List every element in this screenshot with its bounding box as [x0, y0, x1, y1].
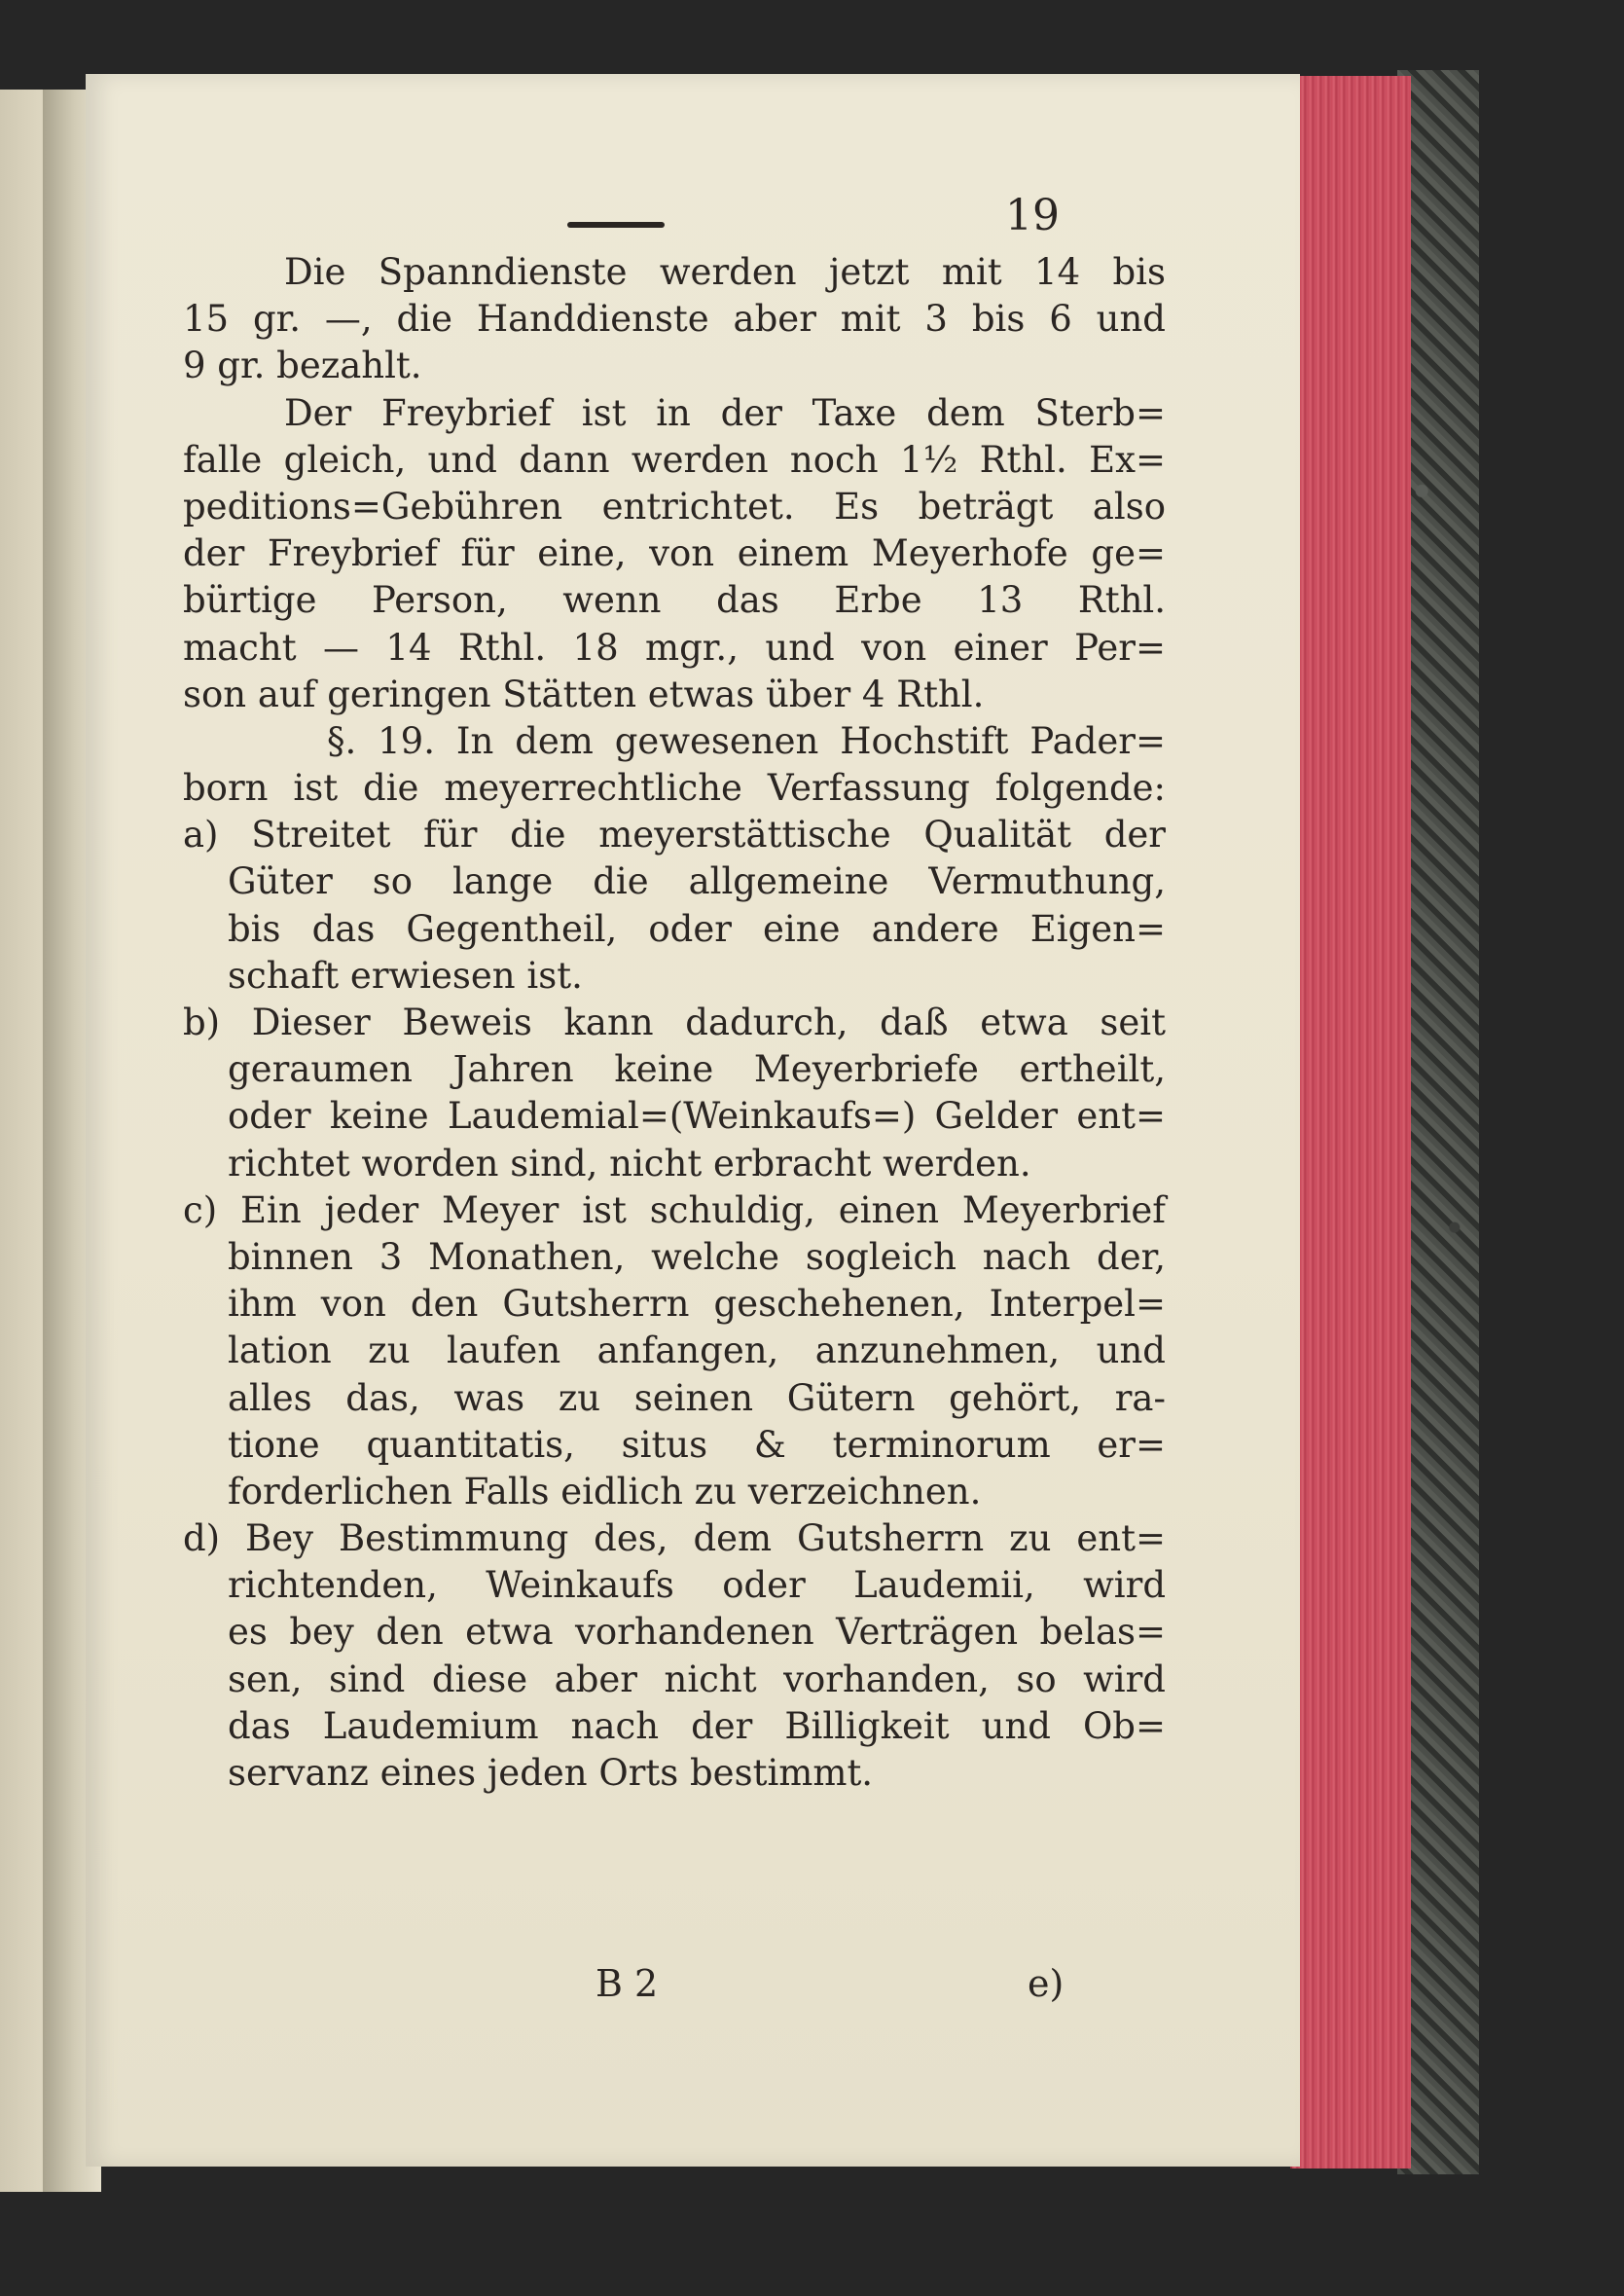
page-body	[183, 249, 1166, 1797]
text-line: macht — 14 Rthl. 18 mgr., und von einer Per=	[183, 626, 1166, 669]
signature-mark: B 2	[595, 1962, 659, 2005]
section-heading-line: §. 19. In dem gewesenen Hochstift Pader=	[327, 719, 1166, 762]
text-line: richtet worden sind, nicht erbracht werden.	[228, 1142, 1031, 1184]
list-item-c: c) Ein jeder Meyer ist schuldig, einen Meyerbrief	[183, 1188, 1166, 1231]
text-line: born ist die meyerrechtliche Verfassung folgende:	[183, 767, 1166, 810]
header-rule	[567, 222, 665, 228]
list-item-a: a) Streitet für die meyerstättische Qualität der	[183, 814, 1166, 856]
list-item-b: b) Dieser Beweis kann dadurch, daß etwa seit	[183, 1002, 1166, 1043]
text-line: richtenden, Weinkaufs oder Laudemii, wird	[228, 1564, 1166, 1607]
text-line: Der Freybrief ist in der Taxe dem Sterb=	[284, 391, 1166, 434]
page-number: 19	[1005, 191, 1060, 240]
red-page-edges	[1290, 76, 1411, 2168]
text-line: Die Spanndienste werden jetzt mit 14 bis	[284, 251, 1166, 293]
text-line: 9 gr. bezahlt.	[183, 345, 422, 387]
list-item-d: d) Bey Bestimmung des, dem Gutsherrn zu ent=	[183, 1517, 1166, 1560]
text-line: schaft erwiesen ist.	[228, 954, 583, 997]
text-line: binnen 3 Monathen, welche sogleich nach der,	[228, 1235, 1166, 1278]
text-line: bürtige Person, wenn das Erbe 13 Rthl.	[183, 579, 1166, 622]
text-line: forderlichen Falls eidlich zu verzeichnen.	[228, 1470, 982, 1512]
text-line: Güter so lange die allgemeine Vermuthung,	[228, 860, 1166, 903]
text-line: servanz eines jeden Orts bestimmt.	[228, 1752, 874, 1794]
text-line: 15 gr. —, die Handdienste aber mit 3 bis 6 und	[183, 298, 1166, 341]
text-line: son auf geringen Stätten etwas über 4 Rthl.	[183, 673, 985, 715]
text-line: alles das, was zu seinen Gütern gehört, ra-	[228, 1376, 1166, 1419]
text-line: das Laudemium nach der Billigkeit und Ob=	[228, 1704, 1166, 1747]
text-line: es bey den etwa vorhandenen Verträgen belas=	[228, 1611, 1166, 1654]
text-line: der Freybrief für eine, von einem Meyerhofe ge=	[183, 532, 1166, 575]
book-page	[86, 74, 1300, 2167]
text-line: geraumen Jahren keine Meyerbriefe ertheilt,	[228, 1048, 1166, 1091]
text-line: peditions=Gebühren entrichtet. Es beträgt also	[183, 485, 1166, 528]
catchword: e)	[1028, 1962, 1065, 2005]
text-line: falle gleich, und dann werden noch 1½ Rthl. Ex=	[183, 438, 1166, 481]
text-line: sen, sind diese aber nicht vorhanden, so wird	[228, 1658, 1166, 1700]
text-line: bis das Gegentheil, oder eine andere Eigen=	[228, 907, 1166, 950]
text-line: oder keine Laudemial=(Weinkaufs=) Gelder ent=	[228, 1095, 1166, 1138]
text-line: ihm von den Gutsherrn geschehenen, Interpel=	[228, 1283, 1166, 1326]
text-line: lation zu laufen anfangen, anzunehmen, und	[228, 1330, 1166, 1372]
text-line: tione quantitatis, situs & terminorum er=	[228, 1423, 1166, 1466]
